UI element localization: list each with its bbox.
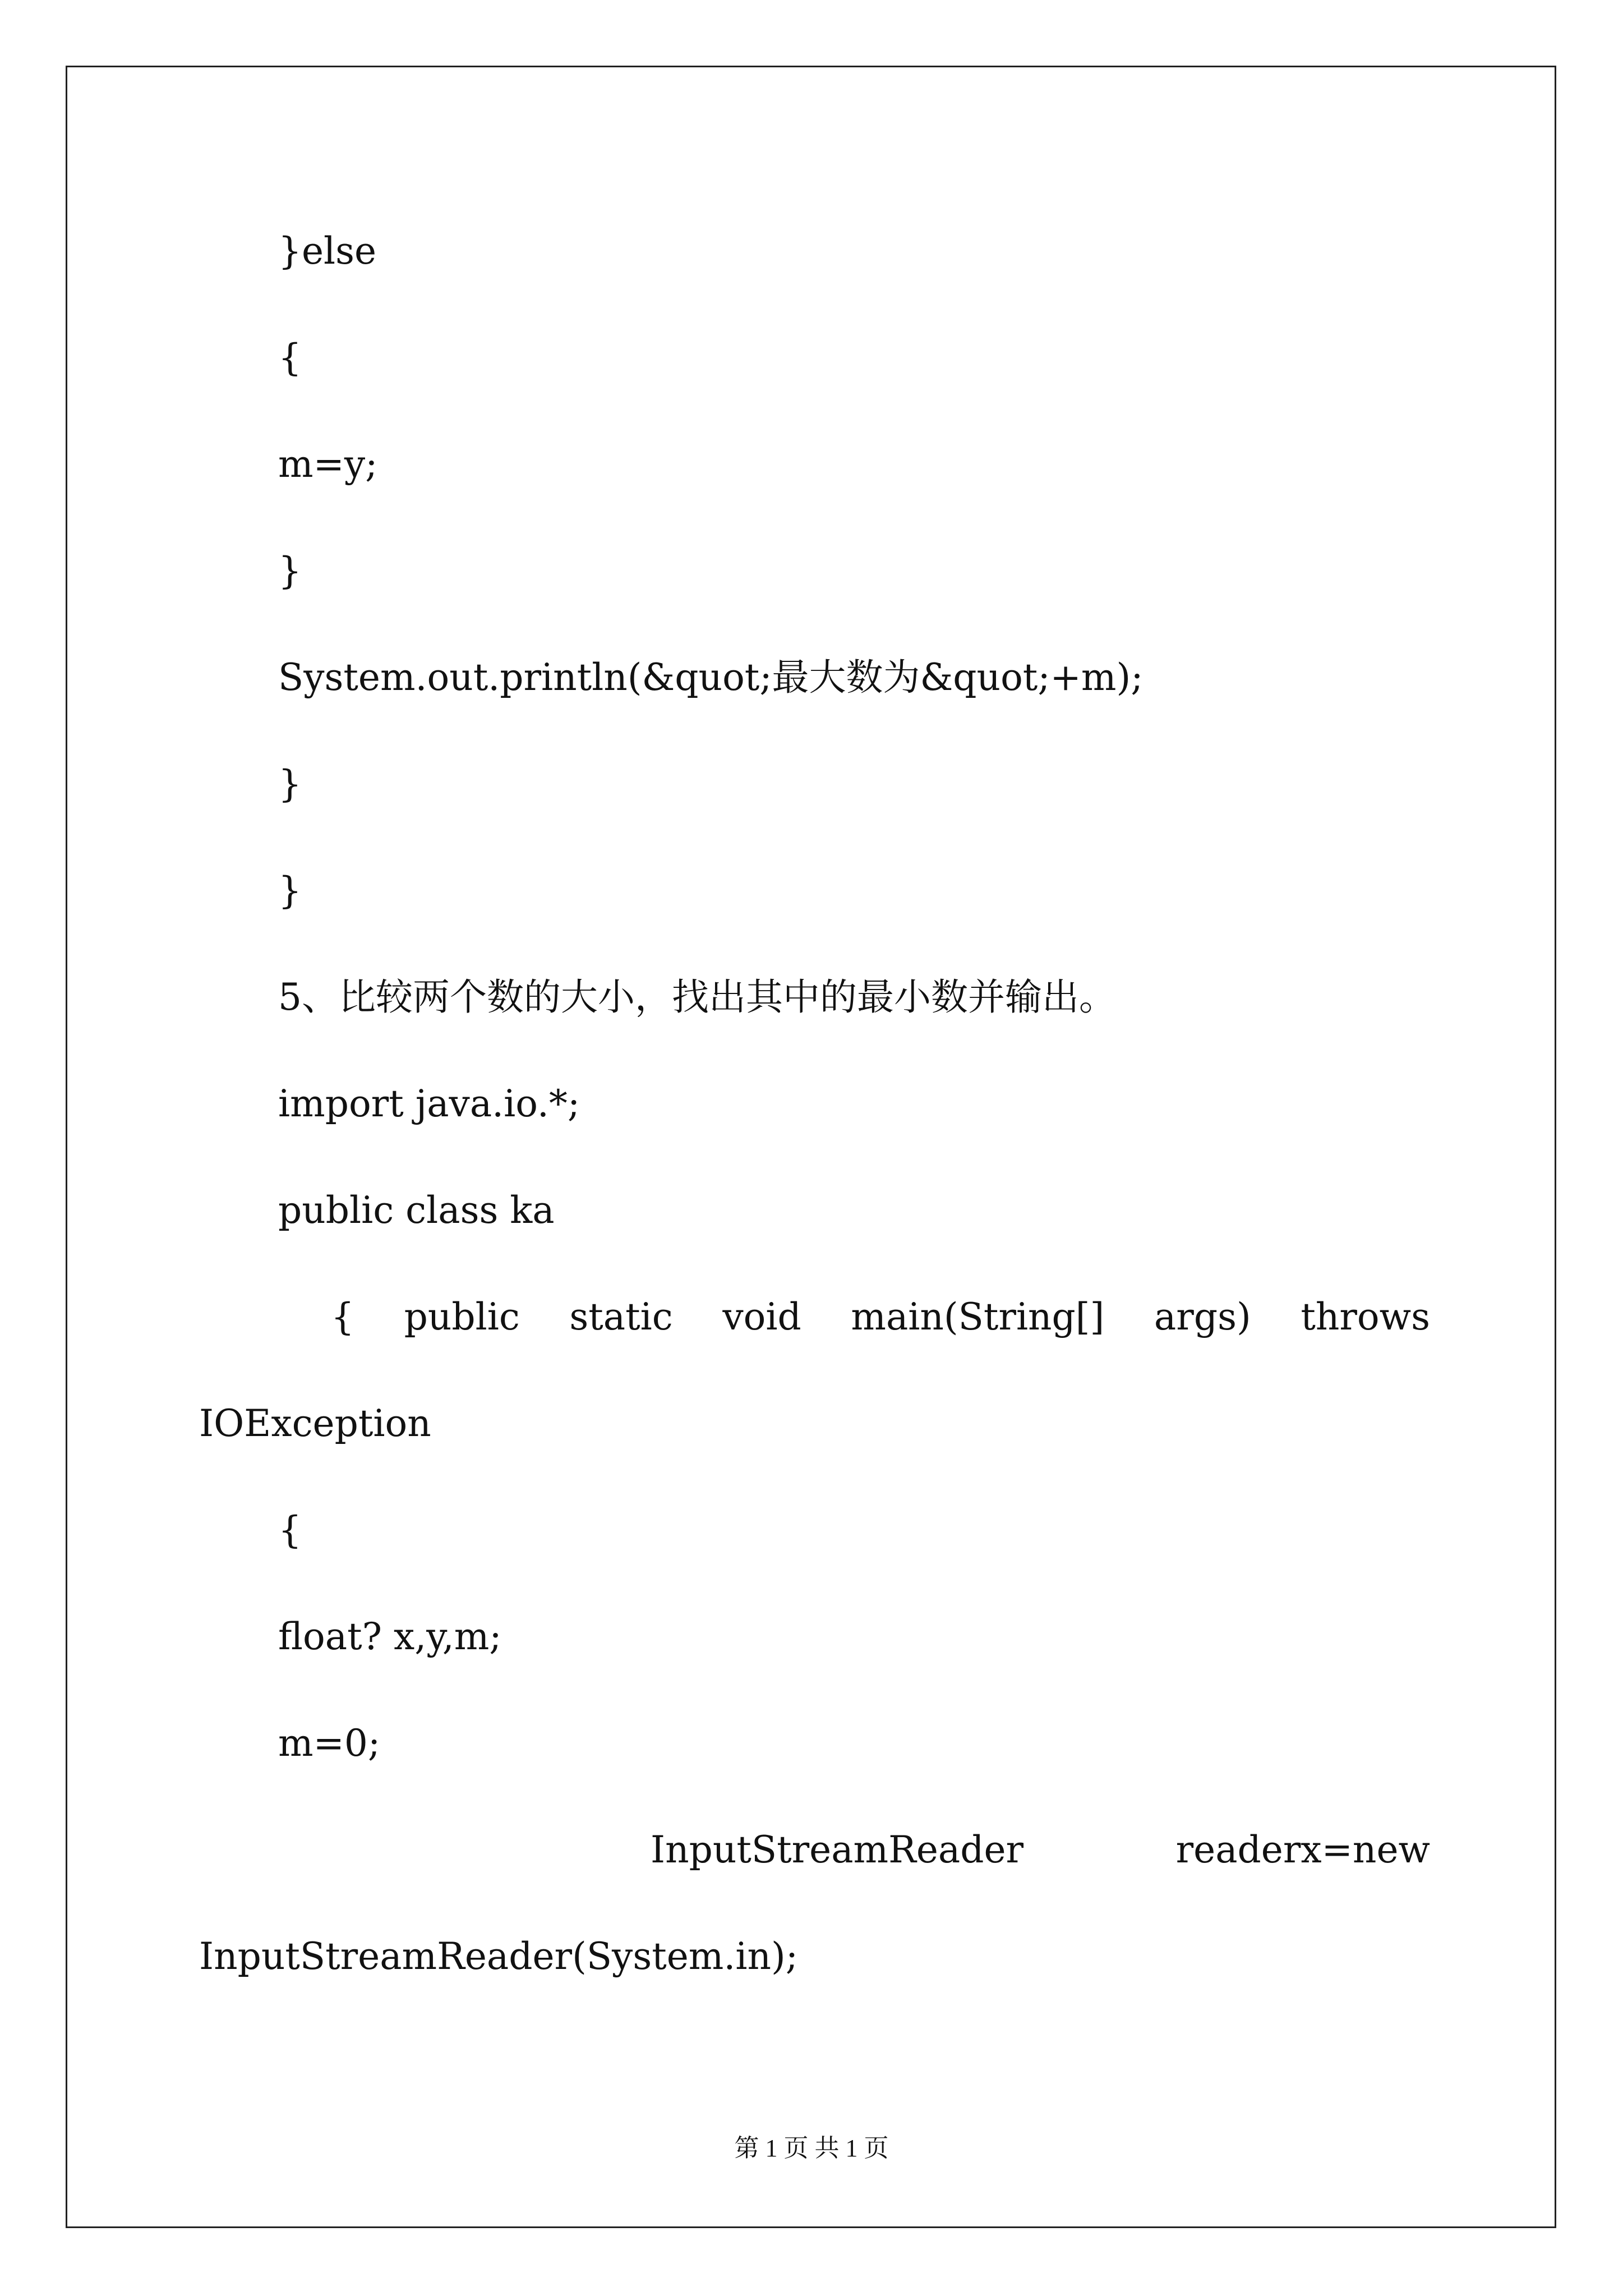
code-line-6: }: [278, 762, 302, 806]
code-line-class: public class ka: [278, 1189, 555, 1232]
code-line-reader: [651, 1828, 1430, 1872]
code-line-exception: IOException: [199, 1402, 431, 1445]
code-line-7: }: [278, 869, 302, 912]
token: void: [722, 1295, 801, 1338]
code-line-reader-cont: InputStreamReader(System.in);: [199, 1935, 798, 1978]
token: static: [569, 1295, 673, 1338]
code-line-5: System.out.println(&quot;最大数为&quot;+m);: [278, 656, 1144, 699]
token: main(String[]: [851, 1295, 1105, 1338]
token: InputStreamReader: [651, 1828, 1024, 1871]
token: readerx=new: [1175, 1828, 1430, 1871]
token: public: [404, 1295, 520, 1338]
code-line-import: import java.io.*;: [278, 1082, 580, 1125]
code-line-init: m=0;: [278, 1722, 381, 1765]
question-heading: 5、比较两个数的大小，找出其中的最小数并输出。: [278, 976, 1116, 1019]
page-footer: 第 1 页 共 1 页: [734, 2134, 889, 2162]
code-line-declare: float? x,y,m;: [278, 1615, 502, 1658]
token: args): [1154, 1295, 1251, 1338]
page-border: [66, 66, 1556, 2228]
code-line-1: }else: [278, 229, 377, 273]
token: throws: [1301, 1295, 1430, 1338]
code-line-4: }: [278, 549, 302, 592]
code-line-2: {: [278, 336, 302, 379]
code-line-main-signature: [331, 1295, 1430, 1340]
code-line-3: m=y;: [278, 443, 378, 486]
code-line-brace: {: [278, 1508, 302, 1552]
token: {: [331, 1295, 354, 1338]
